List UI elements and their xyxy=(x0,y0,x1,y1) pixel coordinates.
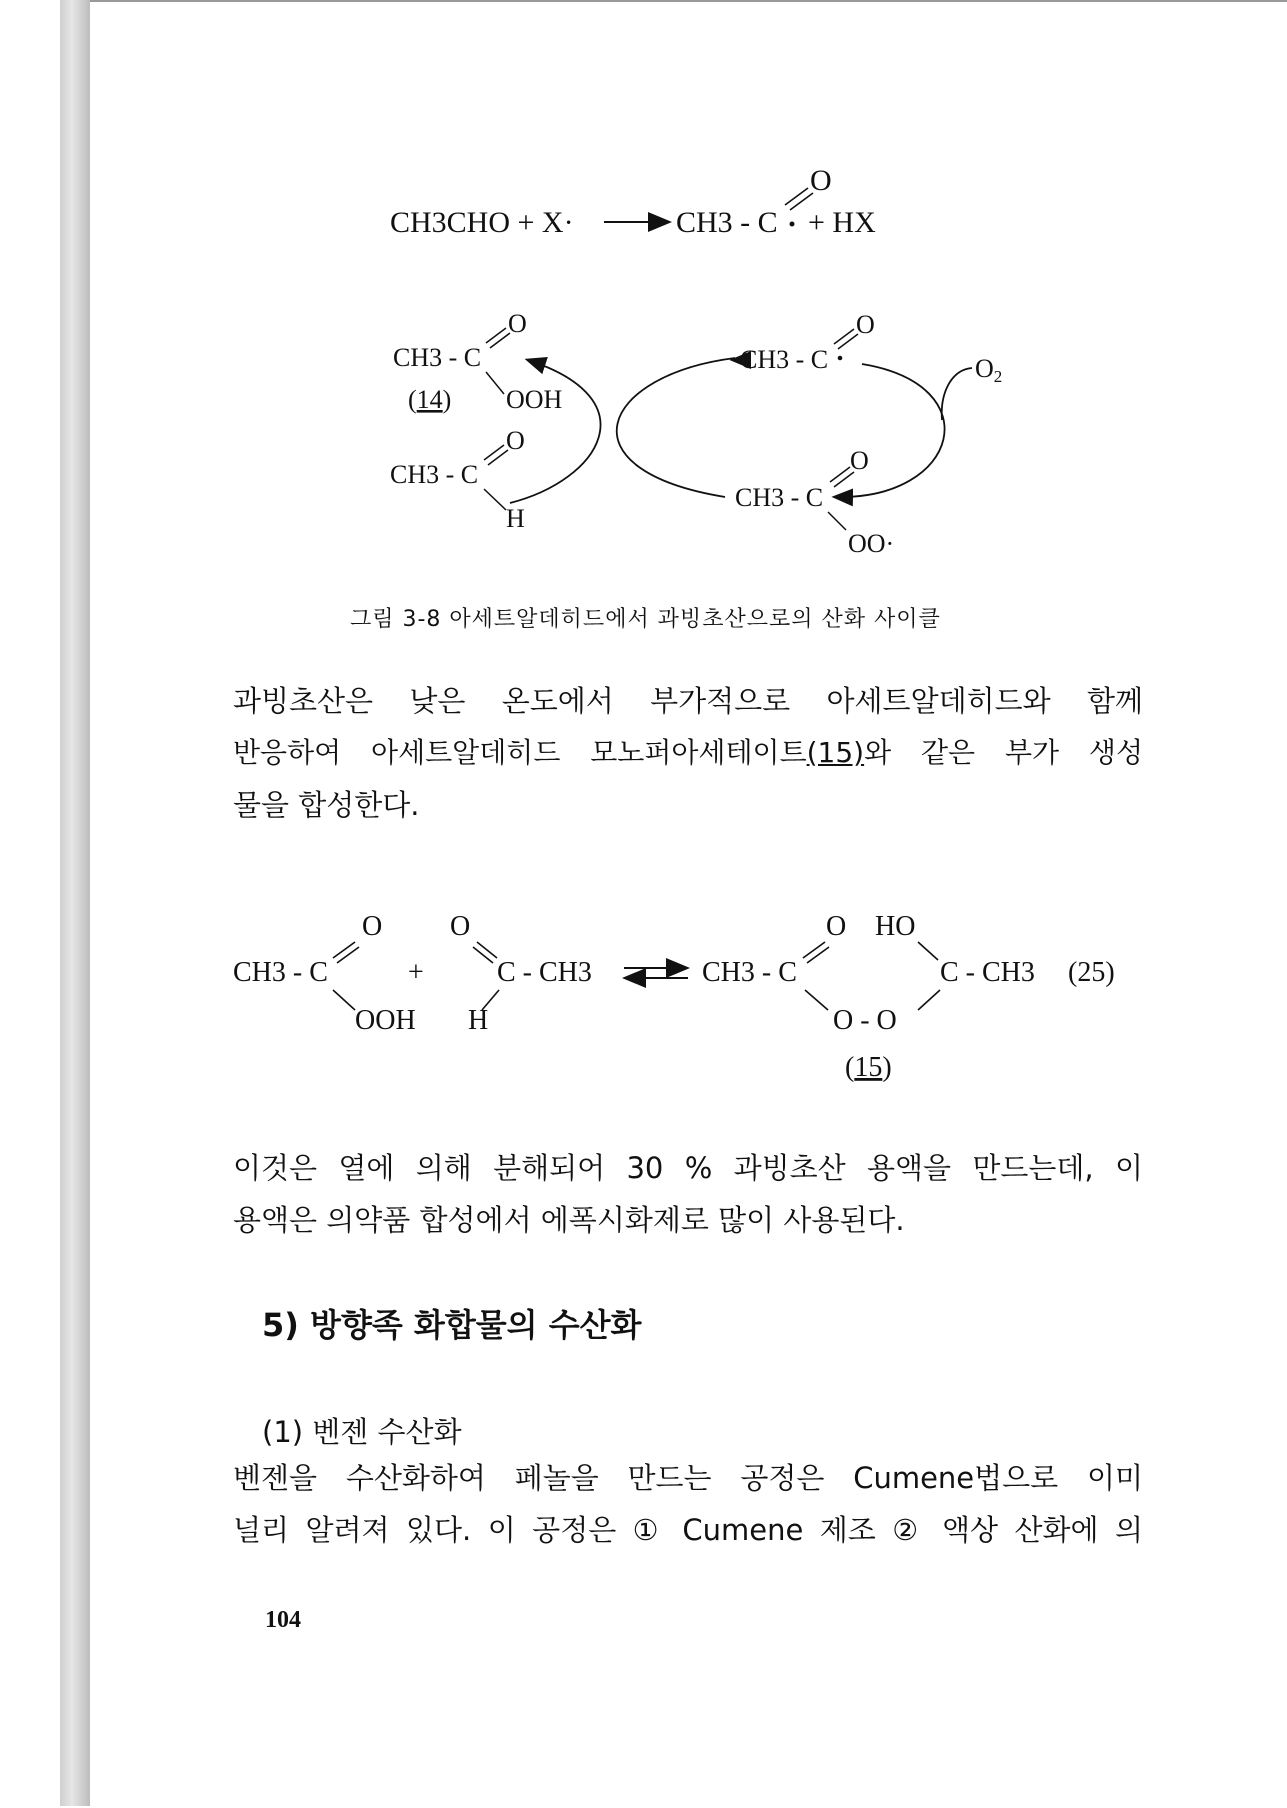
aldehyde-oxygen: O xyxy=(506,426,525,455)
subsection-heading: (1) 벤젠 수산화 xyxy=(262,1415,462,1449)
eq1-oxygen: O xyxy=(810,164,832,197)
eq25-product-ho: HO xyxy=(875,911,916,942)
cycle-left-arc xyxy=(617,358,735,497)
section-heading: 5) 방향족 화합물의 수산화 xyxy=(262,1306,642,1344)
label-14-number: 14 xyxy=(416,385,443,414)
eq25-product-oxygen: O xyxy=(826,911,847,942)
eq1-reactants: CH3CHO + X· xyxy=(390,206,574,239)
equation-25 xyxy=(233,911,1115,1083)
eq25-r1-group: CH3 - C xyxy=(233,957,328,988)
eq25-r2-oxygen: O xyxy=(450,911,471,942)
eq25-plus: + xyxy=(408,957,424,988)
paragraph-1-line-2a: 반응하여 아세트알데히드 모노퍼아세테이트 xyxy=(233,736,807,769)
paragraph-1-line-2 xyxy=(233,727,1143,779)
page-number: 104 xyxy=(265,1607,301,1633)
paragraph-3-line-2: 널리 알려져 있다. 이 공정은 ① Cumene 제조 ② 액상 산화에 의 xyxy=(233,1513,1143,1547)
equation-acyl-radical-formation xyxy=(390,164,876,239)
aldehyde-group: CH3 - C xyxy=(390,460,479,489)
label-14: (14) xyxy=(408,385,452,414)
peroxy-radical-group: CH3 - C xyxy=(735,483,824,512)
eq25-product-right: C - CH3 xyxy=(940,957,1035,988)
peroxy-radical-oo: OO· xyxy=(848,529,895,558)
eq25-r1-oxygen: O xyxy=(362,911,383,942)
eq25-r2-hydrogen: H xyxy=(468,1005,489,1036)
figure-caption: 그림 3-8 아세트알데히드에서 과빙초산으로의 산화 사이클 xyxy=(350,607,941,632)
oxygen-feed-arc xyxy=(942,368,972,420)
eq25-product-left: CH3 - C xyxy=(702,957,797,988)
eq25-product-bridge: O - O xyxy=(833,1005,897,1036)
paragraph-1-line-1: 과빙초산은 낮은 온도에서 부가적으로 아세트알데히드와 함께 xyxy=(233,684,1143,718)
acyl-radical-group: CH3 - C xyxy=(740,345,829,374)
paragraph-3-line-1: 벤젠을 수산화하여 페놀을 만드는 공정은 Cumene법으로 이미 xyxy=(233,1461,1143,1495)
label-15: (15) xyxy=(845,1052,892,1083)
paragraph-2-line-1: 이것은 열에 의해 분해되어 30 % 과빙초산 용액을 만드는데, 이 xyxy=(233,1151,1143,1185)
eq1-byproduct: + HX xyxy=(808,206,876,239)
acyl-radical-oxygen: O xyxy=(856,310,875,339)
paragraph-2-line-2: 용액은 의약품 합성에서 에폭시화제로 많이 사용된다. xyxy=(233,1203,905,1237)
paragraph-1-line-2b: 와 같은 부가 생성 xyxy=(864,736,1143,769)
oxygen-input: O2 xyxy=(975,354,1003,386)
cycle-right-arc xyxy=(835,364,945,497)
paragraph-1-line-3: 물을 합성한다. xyxy=(233,788,420,822)
eq1-product-group: CH3 - C xyxy=(676,206,778,239)
aldehyde-hydrogen: H xyxy=(506,504,525,533)
peracid-hydroxy: OOH xyxy=(506,385,563,414)
peracid-oxygen: O xyxy=(508,309,527,338)
equation-number: (25) xyxy=(1068,957,1115,988)
peracid-group: CH3 - C xyxy=(393,343,482,372)
eq25-r2-group: C - CH3 xyxy=(497,957,592,988)
radical-dot xyxy=(790,222,795,227)
label-15-number: 15 xyxy=(854,1052,883,1083)
paragraph-1-ref-15: (15) xyxy=(806,736,865,769)
peroxy-radical-oxygen: O xyxy=(850,446,869,475)
oxidation-cycle-diagram xyxy=(390,309,1002,558)
eq25-r1-hydroxy: OOH xyxy=(355,1005,416,1036)
